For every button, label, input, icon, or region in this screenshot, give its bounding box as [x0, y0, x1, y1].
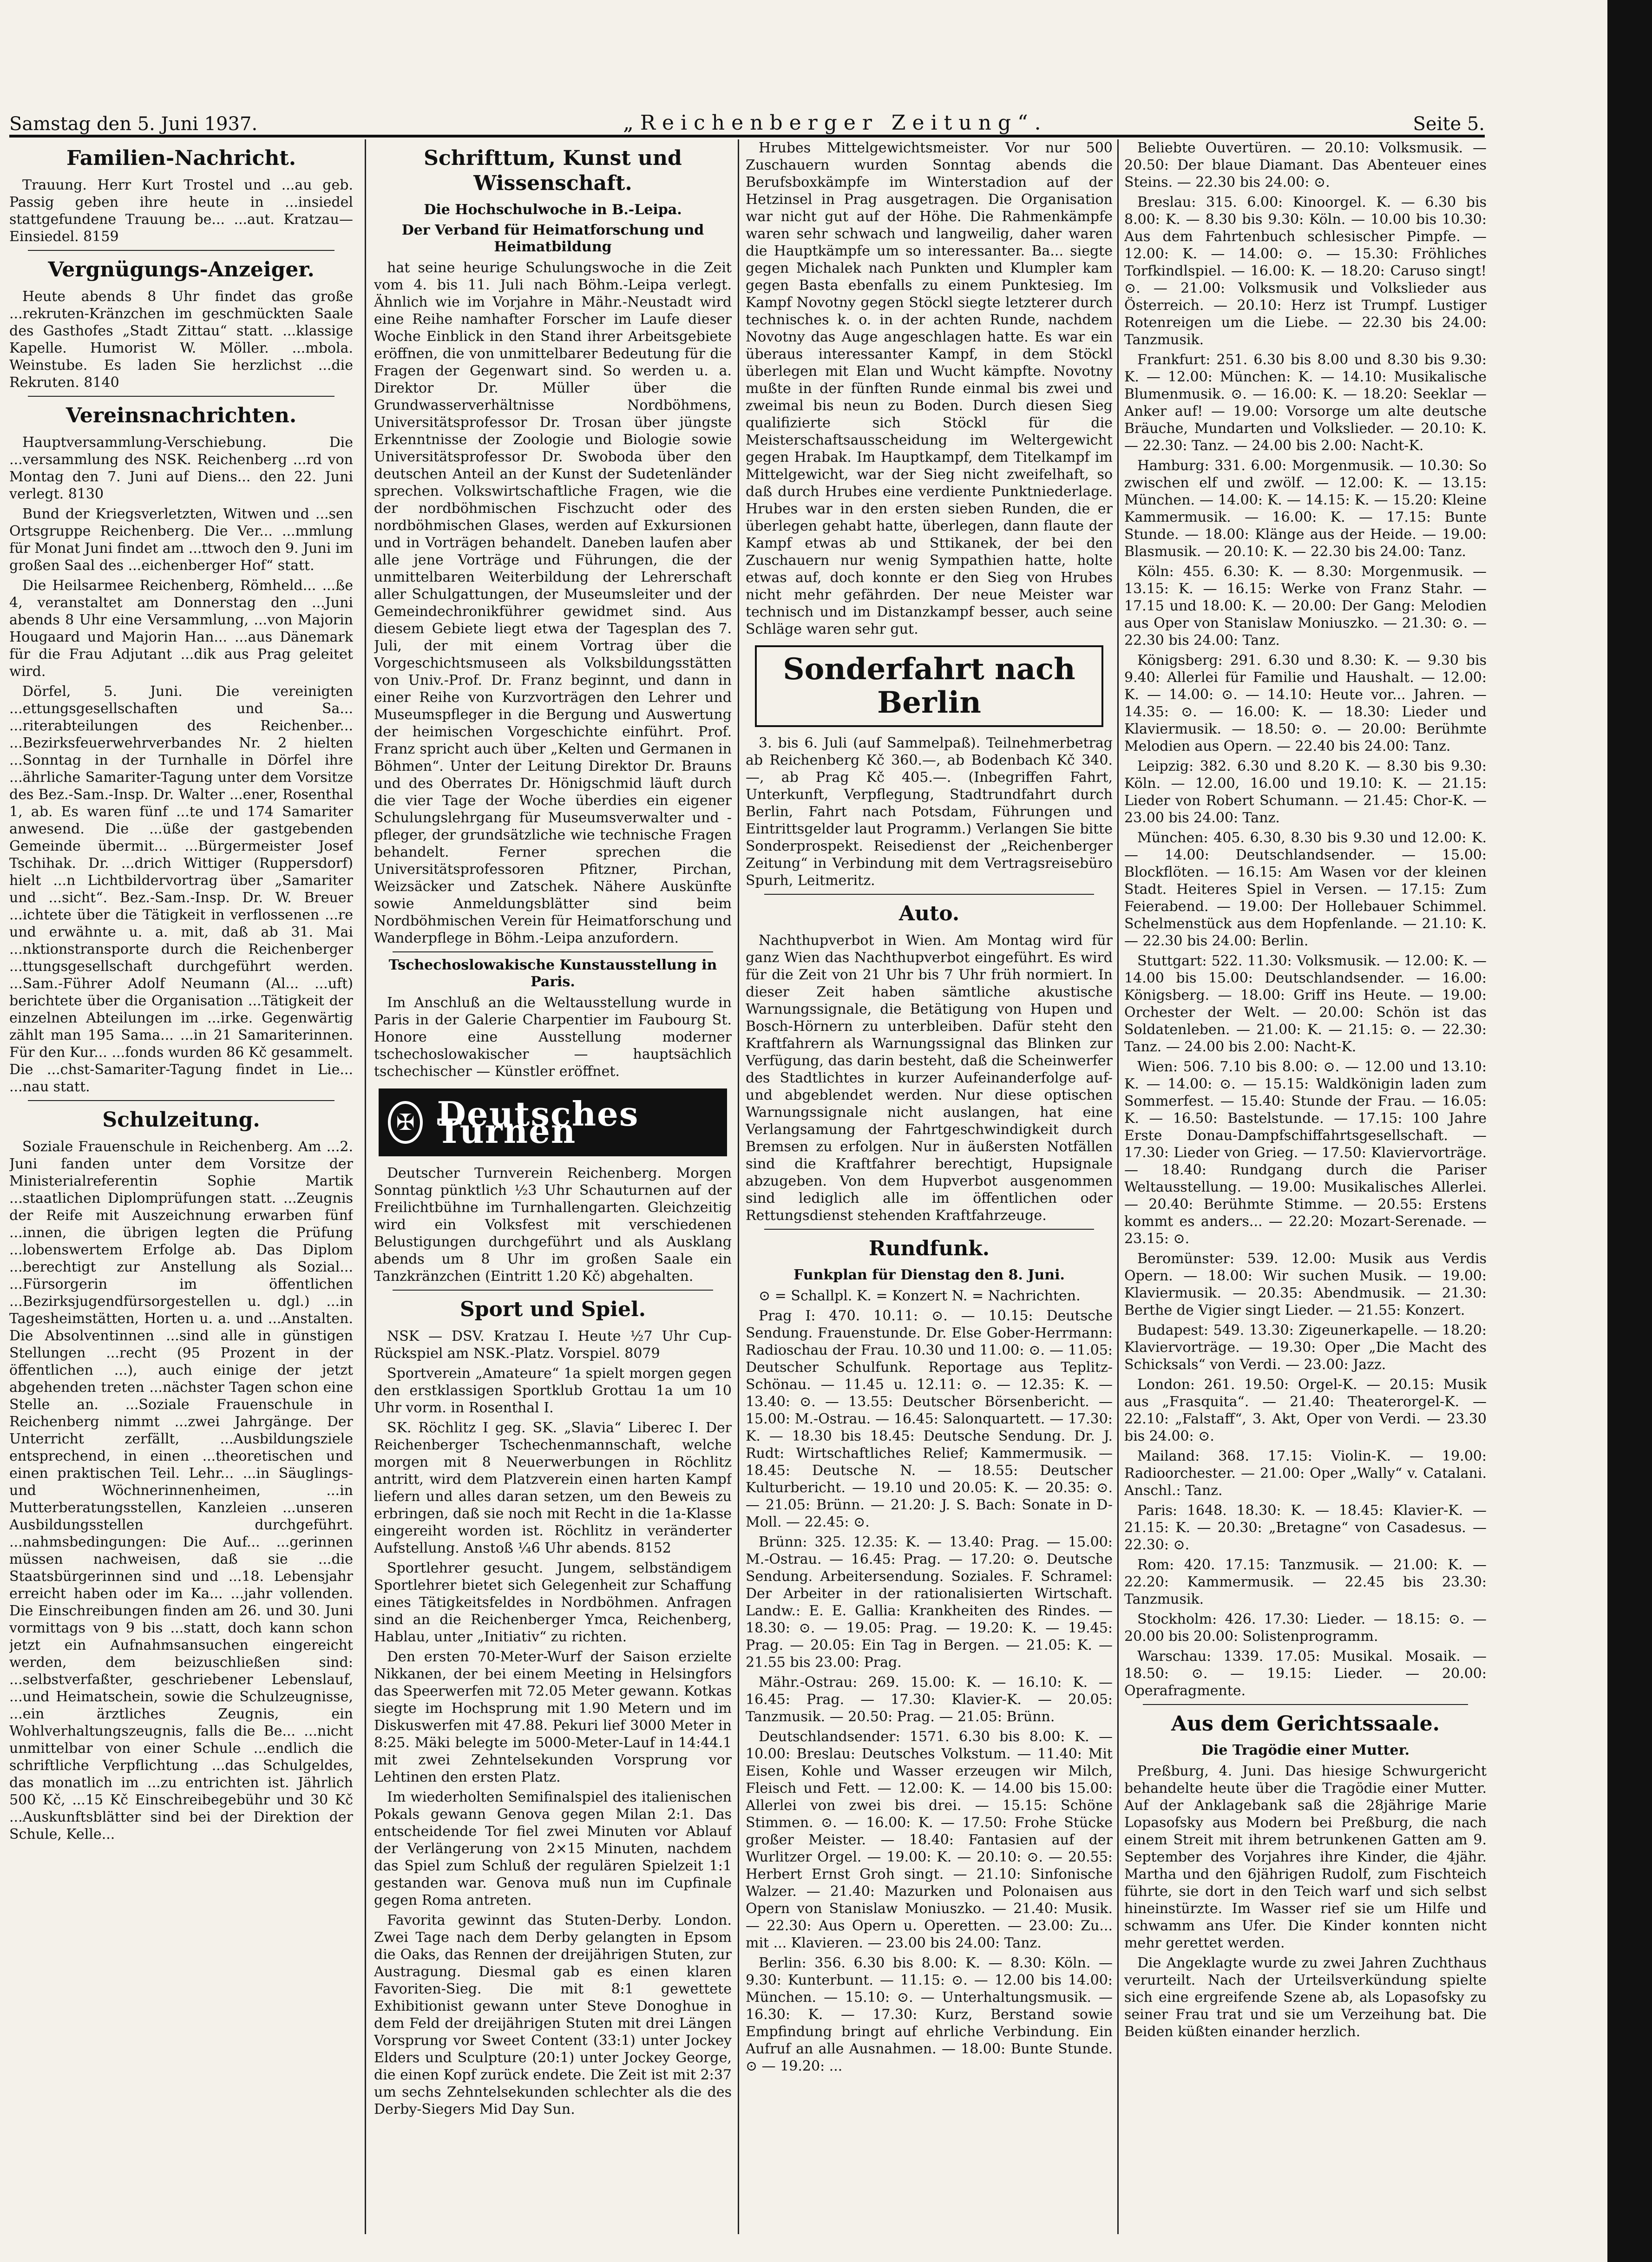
radio-listing: Wien: 506. 7.10 bis 8.00: ⊙. — 12.00 und 13.10: K. — 14.00: ⊙. — 15.15: Waldkönigin laden zum Sommerfest. — 15.40: Stunde der Frau. — 16.05: K. — 16.50: Bastelstunde. — 17.15: 100 Jahre Erste Donau-Dampfschiffahrtsgesellschaft. — 17.30: Lieder von Grieg. — 17.50: Klaviervorträge. — 18.40: Rundgang durch die Pariser Weltausstellung. — 19.00: Musikalisches Allerlei. — 20.40: Berühmte Stimme. — 20.55: Erstens kommt es anders... — 22.20: Mozart-Serenade. — 23.15: ⊙. — [1124, 1059, 1487, 1247]
section-heading: Schrifttum, Kunst und Wissenschaft. — [424, 146, 682, 195]
radio-listing: Mailand: 368. 17.15: Violin-K. — 19.00: Radioorchester. — 21.00: Oper „Wally“ v. Catalani. Anschl.: Tanz. — [1124, 1448, 1487, 1499]
separator — [28, 396, 334, 397]
article-heading: Funkplan für Dienstag den 8. Juni. — [793, 1267, 1065, 1283]
separator — [393, 951, 713, 952]
article-text: SK. Röchlitz I geg. SK. „Slavia“ Liberec I. Der Reichenberger Tschechenmannschaft, welche morgen mit 8 Neuerwerbungen in Röchlitz antritt, wird dem Platzverein einen harten Kampf liefern und alles daran setzen, um den Beweis zu erbringen, daß sie noch mit Recht in die 1a-Klasse eingereiht worden ist. Röchlitz in veränderter Aufstellung. Anstoß ¼6 Uhr abends. 8152 — [374, 1420, 732, 1556]
column-2 — [374, 139, 732, 2234]
column-4 — [1124, 139, 1487, 2234]
turner-cross-icon: ✠ — [388, 1101, 423, 1144]
article-text: Dörfel, 5. Juni. Die vereinigten ...ettungsgesellschaften und Sa... ...riterabteilungen des Reichenber... ...Bezirksfeuerwehrverbandes Nr. 2 hielten ...Sonntag in der Turnhalle in Dörfel ihre ...ährliche Samariter-Tagung unter dem Vorsitze des Bez.-Sam.-Insp. Dr. Walter ...ener, Rosenthal 1, ab. Es waren fünf ...te und 174 Samariter anwesend. Die ...üße der gastgebenden Gemeinde übermit... ...Bürgermeister Josef Tschihak. Dr. ...drich Wittiger (Ruppersdorf) hielt ...n Lichtbildervortrag über „Samariter und ...sicht“. Bez.-Sam.-Insp. Dr. W. Breuer ...ichtete über die Tätigkeit in verflossenen ...re und erwähnte u. a. mit, daß ab 31. Mai ...nktionstransporte durch die Reichenberger ...ttungsgesellschaft durchgeführt werden. ...Sam.-Führer Adolf Neumann (Al... ...uft) berichtete über die Organisation ...Tätigkeit der einzelnen Abteilungen im ...irke. Gegenwärtig zählt man 195 Sama... ...in 21 Samariterinnen. Für den Kur... ...fonds wurden 86 Kč gesammelt. Die ...chst-Samariter-Tagung findet in Lie... ...nau statt. — [9, 683, 353, 1095]
article-subheading: Der Verband für Heimatforschung und Heimatbildung — [401, 222, 704, 255]
radio-listing: Rom: 420. 17.15: Tanzmusik. — 21.00: K. — 22.20: Kammermusik. — 22.45 bis 23.30: Tanzmusik. — [1124, 1557, 1487, 1607]
article-heading: Die Tragödie einer Mutter. — [1201, 1742, 1410, 1758]
radio-listing: Berlin: 356. 6.30 bis 8.00: K. — 8.30: Köln. — 9.30: Kunterbunt. — 11.15: ⊙. — 12.00 bis 14.00: München. — 15.10: ⊙. — Unterhaltungsmusik. — 16.30: K. — 17.30: Kurz, Berstand sowie Empfindung bringt auf ehrliche Verbindung. Ein Aufruf an alle Ausnahmen. — 18.00: Bunte Stunde. ⊙ — 19.20: ... — [746, 1955, 1113, 2074]
radio-listing: Köln: 455. 6.30: K. — 8.30: Morgenmusik. — 13.15: K. — 16.15: Werke von Franz Stahr. — 17.15 und 18.00: K. — 20.00: Der Gang: Melodien aus Oper von Stanislaw Moniuszko. — 21.30: ⊙. — 22.30 bis 24.00: Tanz. — [1124, 564, 1487, 649]
article-text: Trauung. Herr Kurt Trostel und ...au geb. Passig geben ihre heute in ...insiedel stattgefundene Trauung be... ...aut. Kratzau—Einsiedel. 8159 — [9, 177, 353, 245]
article-text: Preßburg, 4. Juni. Das hiesige Schwurgericht behandelte heute über die Tragödie einer Mutter. Auf der Anklagebank saß die 28jährige Marie Lopasofsky aus Modern bei Preßburg, die nach einem Streit mit ihrem betrunkenen Gatten am 9. September des Vorjahres ihre Kinder, die 4jähr. Martha und den 6jährigen Rudolf, zum Fischteich führte, sie dort in den Teich warf und sich selbst hineinstürzte. Im Wasser rief sie um Hilfe und schwamm ans Ufer. Die Kinder konnten nicht mehr gerettet werden. — [1124, 1763, 1487, 1951]
article-text: Deutscher Turnverein Reichenberg. Morgen Sonntag pünktlich ½3 Uhr Schauturnen auf der Freilichtbühne im Turnhallengarten. Gleichzeitig wird ein Volksfest mit verschiedenen Belustigungen durchgeführt und als Ausklang abends um 8 Uhr im großen Saale ein Tanzkränzchen (Eintritt 1.20 Kč) abgehalten. — [374, 1165, 732, 1285]
separator — [764, 894, 1094, 895]
column-divider — [738, 139, 739, 2234]
article-text: Bund der Kriegsverletzten, Witwen und ...sen Ortsgruppe Reichenberg. Die Ver... ...mmlung für Monat Juni findet am ...ttwoch den 9. Juni im großen Saal des ...eichenberger Hof“ statt. — [9, 506, 353, 574]
radio-listing: Breslau: 315. 6.00: Kinoorgel. K. — 6.30 bis 8.00: K. — 8.30 bis 9.30: Köln. — 10.00 bis 10.30: Aus dem Fahrtenbuch schlesischer Pimpfe. — 12.00: K. — 14.00: ⊙. — 15.30: Fröhliches Torfkindlspiel. — 16.00: K. — 18.20: Caruso singt! ⊙. — 21.00: Volksmusik und Volkslieder aus Österreich. — 20.10: Herz ist Trumpf. Lustiger Rotenreigen um die Liebe. — 22.30 bis 24.00: Tanzmusik. — [1124, 194, 1487, 348]
radio-listing: London: 261. 19.50: Orgel-K. — 20.15: Musik aus „Frasquita“. — 21.40: Theaterorgel-K. — 22.10: „Falstaff“, 3. Akt, Oper von Verdi. — 23.30 bis 24.00: ⊙. — [1124, 1377, 1487, 1444]
page-number: Seite 5. — [1413, 113, 1485, 135]
berlin-ad-banner: Sonderfahrt nach Berlin — [755, 645, 1103, 727]
article-text: Favorita gewinnt das Stuten-Derby. London. Zwei Tage nach dem Derby gelangten in Epsom die Oaks, das Rennen der dreijährigen Stuten, zur Austragung. Diesmal gab es einen klaren Favoriten-Sieg. Die mit 8:1 gewettete Exhibitionist gewann unter Steve Donoghue in dem Feld der dreijährigen Stuten mit drei Längen Vorsprung vor Sweet Content (33:1) unter Jockey Elders und Sculpture (20:1) unter Jockey George, die einen Kopf zurück endete. Die Zeit ist mit 2:37 um sechs Zehntelsekunden schlechter als die des Derby-Siegers Mid Day Sun. — [374, 1912, 732, 2118]
radio-listing: München: 405. 6.30, 8.30 bis 9.30 und 12.00: K. — 14.00: Deutschlandsender. — 15.00: Blockflöten. — 16.15: Am Wasen vor der kleinen Stadt. Heiteres Spiel in Versen. — 17.15: Zum Feierabend. — 19.00: Der Hollebauer Schimmel. Schelmenstück aus dem Hopfenlande. — 21.10: K. — 22.30 bis 24.00: Berlin. — [1124, 830, 1487, 949]
column-3 — [746, 139, 1113, 2234]
column-divider — [365, 139, 366, 2234]
radio-listing: Prag I: 470. 10.11: ⊙. — 10.15: Deutsche Sendung. Frauenstunde. Dr. Else Gober-Herrmann: Radioschau der Frau. 10.30 und 11.00: ⊙. — 11.05: Deutscher Schulfunk. Reportage aus Teplitz-Schönau. — 11.45 u. 12.11: ⊙. — 12.35: K. — 13.40: ⊙. — 13.55: Deutscher Börsenbericht. — 15.00: M.-Ostrau. — 16.45: Salonquartett. — 17.30: K. — 18.30 bis 18.45: Deutsche Sendung. Dr. J. Rudt: Wirtschaftliches Relief; Kammermusik. — 18.45: Deutsche N. — 18.55: Deutscher Kulturbericht. — 19.10 und 20.05: K. — 20.35: ⊙. — 21.05: Brünn. — 21.20: J. S. Bach: Sonate in D-Moll. — 22.45: ⊙. — [746, 1308, 1113, 1530]
radio-listing: Königsberg: 291. 6.30 und 8.30: K. — 9.30 bis 9.40: Allerlei für Familie und Haushalt. — 12.00: K. — 14.00: ⊙. — 14.10: Heute vor... Jahren. — 14.35: ⊙. — 16.00: K. — 18.30: Lieder und Klaviermusik. — 18.50: ⊙. — 20.00: Berühmte Melodien aus Opern. — 22.40 bis 24.00: Tanz. — [1124, 652, 1487, 754]
article-text: Sportlehrer gesucht. Jungem, selbständigem Sportlehrer bietet sich Gelegenheit zur Schaffung eines Tätigkeitsfeldes in Nordböhmen. Anfragen sind an die Reichenberger Ymca, Reichenberg, Hablau, unter „Initiativ“ zu richten. — [374, 1560, 732, 1645]
page-header — [9, 93, 1485, 135]
separator — [28, 250, 334, 251]
scan-margin — [1607, 0, 1652, 2262]
article-text: Soziale Frauenschule in Reichenberg. Am ...2. Juni fanden unter dem Vorsitze der Ministerialreferentin Sophie Martik ...staatlichen Diplomprüfungen statt. ...Zeugnis der Reife mit Auszeichnung erwarben fünf ...innen, die übrigen legten die Prüfung ...lobenswertem Erfolge ab. Das Diplom ...berechtigt zur Anstellung als Sozial... ...Fürsorgerin im öffentlichen ...Bezirksjugendfürsorgestellen u. dgl.) ...in Tagesheimstätten, Horten u. a. und ...Anstalten. Die Absolventinnen ...sind alle in günstigen Stellungen ...recht (95 Prozent in der öffentlichen ...), auch einige der jetzt abgehenden treten ...nächster Tagen schon eine Stelle an. ...Soziale Frauenschule in Reichenberg nimmt ...zwei Jahrgänge. Der Unterricht zerfällt, ...Ausbildungsziele entsprechend, in einen ...theoretischen und einen praktischen Teil. Lehr... ...in Säuglings- und Wöchnerinnenheimen, ...in Mutterberatungsstellen, Kanzleien ...unseren Ausbildungsstellen durchgeführt. ...nahmsbedingungen: Die Auf... ...gerinnen müssen nachweisen, daß sie ...die Staatsbürgerinnen sind und ...18. Lebensjahr erreicht haben oder im Ka... ...jahr vollenden. Die Einschreibungen finden am 26. und 30. Juni vormittags von 9 bis ...statt, doch kann schon jetzt ein Aufnahmsansuchen eingereicht werden, dem beizuschließen sind: ...selbstverfaßter, geschriebener Lebenslauf, ...und Heimatschein, sowie die Schulzeugnisse, ...ein ärztliches Zeugnis, ein Wohlverhaltungszeugnis, falls die Be... ...nicht unmittelbar von einer Schule ...endlich die schriftliche Verpflichtung ...das Schulgeldes, das monatlich im ...zu entrichten ist. Jährlich 500 Kč, ...15 Kč Einschreibegebühr und 30 Kč ...Auskunftsblätter sind bei der Direktion der Schule, Kelle... — [9, 1139, 353, 1842]
header-date: Samstag den 5. Juni 1937. — [9, 113, 258, 135]
banner-title: Deutsches Turnen — [437, 1094, 639, 1151]
radio-listing: Paris: 1648. 18.30: K. — 18.45: Klavier-K. — 21.15: K. — 20.30: „Bretagne“ von Casadesus. — 22.30: ⊙. — [1124, 1502, 1487, 1553]
separator — [764, 1229, 1094, 1230]
article-text: Im wiederholten Semifinalspiel des italienischen Pokals gewann Genova gegen Milan 2:1. Das entscheidende Tor fiel zwei Minuten vor Ablauf der Verlängerung von 2×15 Minuten, nachdem das Spiel zum Schluß der regulären Spielzeit 1:1 gestanden war. Genova muß nun im Cupfinale gegen Roma antreten. — [374, 1789, 732, 1908]
article-heading: Tschechoslowakische Kunstausstellung in Paris. — [388, 957, 717, 990]
separator — [393, 1290, 713, 1291]
radio-listing: Brünn: 325. 12.35: K. — 13.40: Prag. — 15.00: M.-Ostrau. — 16.45: Prag. — 17.20: ⊙. Deutsche Sendung. Arbeitersendung. Soziales. F. Schramel: Der Arbeiter in der rationalisierten Wirtschaft. Landw.: E. E. Gallia: Krankheiten des Rindes. — 18.30: ⊙. — 19.05: Prag. — 19.20: K. — 19.45: Prag. — 20.05: Ein Tag in Bergen. — 21.05: K. — 21.55 bis 23.00: Prag. — [746, 1534, 1113, 1671]
radio-listing: Beliebte Ouvertüren. — 20.10: Volksmusik. — 20.50: Der blaue Diamant. Das Abenteuer eines Steins. — 22.30 bis 24.00: ⊙. — [1124, 140, 1487, 190]
radio-legend: ⊙ = Schallpl. K. = Konzert N. = Nachrichten. — [759, 1288, 1081, 1304]
radio-listing: Stockholm: 426. 17.30: Lieder. — 18.15: ⊙. — 20.00 bis 20.00: Solistenprogramm. — [1124, 1611, 1487, 1645]
section-heading: Schulzeitung. — [102, 1108, 260, 1132]
radio-listing: Leipzig: 382. 6.30 und 8.20 K. — 8.30 bis 9.30: Köln. — 12.00, 16.00 und 19.10: K. — 21.15: Lieder von Robert Schumann. — 21.45: Chor-K. — 23.00 bis 24.00: Tanz. — [1124, 758, 1487, 826]
radio-listing: Mähr.-Ostrau: 269. 15.00: K. — 16.10: K. — 16.45: Prag. — 17.30: Klavier-K. — 20.05: Tanzmusik. — 20.50: Prag. — 21.05: Brünn. — [746, 1674, 1113, 1725]
article-text: Den ersten 70-Meter-Wurf der Saison erzielte Nikkanen, der bei einem Meeting in Helsingfors das Speerwerfen mit 72.05 Meter gewann. Kotkas siegte im Hochsprung mit 1.90 Metern und im Diskuswerfen mit 47.88. Pekuri lief 3000 Meter in 8:25. Mäki belegte im 5000-Meter-Lauf in 14:44.1 mit zwei Zehntelsekunden Vorsprung vor Lehtinen den ersten Platz. — [374, 1649, 732, 1785]
article-text: NSK — DSV. Kratzau I. Heute ½7 Uhr Cup-Rückspiel am NSK.-Platz. Vorspiel. 8079 — [374, 1328, 732, 1362]
article-text: Nachthupverbot in Wien. Am Montag wird für ganz Wien das Nachthupverbot eingeführt. Es wird für die Zeit von 21 Uhr bis 7 Uhr früh normiert. In dieser Zeit haben sämtliche akustische Warnungssignale, die Betätigung von Hupen und Bosch-Hörnern zu unterbleiben. Dafür steht den Kraftfahrern als Warnungssignal das Blinken zur Verfügung, das darin besteht, daß die Scheinwerfer des Stadtlichtes in kurzer Aufeinanderfolge auf- und abgeblendet werden. Nur diese optischen Warnungssignale nicht auslangen, hat eine Verlangsamung der Fahrtgeschwindigkeit durch Bremsen zu erfolgen. Nur in äußersten Notfällen sind die Kraftfahrer berechtigt, Hupsignale abzugeben. Von dem Hupverbot ausgenommen sind lediglich alle im öffentlichen oder Rettungsdienst stehenden Kraftfahrzeuge. — [746, 932, 1113, 1224]
article-heading: Die Hochschulwoche in B.-Leipa. — [424, 202, 682, 218]
separator — [28, 1100, 334, 1101]
section-heading: Auto. — [898, 902, 960, 925]
article-text: Im Anschluß an die Weltausstellung wurde in Paris in der Galerie Charpentier im Faubourg St. Honore eine Ausstellung moderner tschechoslowakischer — hauptsächlich tschechischer — Künstler eröffnet. — [374, 995, 732, 1080]
section-heading: Vereinsnachrichten. — [66, 404, 297, 427]
section-heading: Rundfunk. — [868, 1237, 990, 1260]
section-heading: Familien-Nachricht. — [66, 146, 296, 170]
article-text: Sportverein „Amateure“ 1a spielt morgen gegen den erstklassigen Sportklub Grottau 1a um 10 Uhr vorm. in Rosenthal I. — [374, 1365, 732, 1416]
radio-listing: Deutschlandsender: 1571. 6.30 bis 8.00: K. — 10.00: Breslau: Deutsches Volkstum. — 11.40: Mit Eisen, Kohle und Wasser erzeugen wir Milch, Fleisch und Fett. — 12.00: K. — 14.00 bis 15.00: Allerlei von zwei bis drei. — 15.15: Schöne Stimmen. ⊙. — 16.00: K. — 17.50: Frohe Stücke großer Meister. — 18.40: Fantasien auf der Wurlitzer Orgel. — 19.00: K. — 20.10: ⊙. — 20.55: Herbert Ernst Groh singt. — 21.10: Sinfonische Walzer. — 21.40: Mazurken und Polonaisen aus Opern von Stanislaw Moniuszko. — 21.40: Musik. — 22.30: Aus Opern u. Operetten. — 23.00: Zu... mit ... Klavieren. — 23.00 bis 24.00: Tanz. — [746, 1729, 1113, 1951]
article-text: Die Heilsarmee Reichenberg, Römheld... ...ße 4, veranstaltet am Donnerstag den ...Juni abends 8 Uhr eine Versammlung, ...von Majorin Hougaard und Majorin Han... ...aus Dänemark für die Frau Adjutant ...dik aus Prag geleitet wird. — [9, 577, 353, 680]
separator — [1143, 1704, 1468, 1705]
article-text: Hauptversammlung-Verschiebung. Die ...versammlung des NSK. Reichenberg ...rd von Montag den 7. Juni auf Diens... den 22. Juni verlegt. 8130 — [9, 434, 353, 502]
article-text: Hrubes Mittelgewichtsmeister. Vor nur 500 Zuschauern wurden Sonntag abends die Berufsboxkämpfe im Winterstadion auf der Hetzinsel in Prag ausgetragen. Die Organisation war nicht gut auf der Höhe. Die Rahmenkämpfe waren sehr schwach und langweilig, daher waren die Hauptkämpfe um so interessanter. Ba... siegte gegen Michalek nach Punkten und Klumpler kam gegen Basta ebenfalls zu einem Punktesieg. Im Kampf Novotny gegen Stöckl siegte letzterer durch technisches k. o. in der achten Runde, nachdem Novotny das Auge angeschlagen hatte. Es war ein überaus interessanter Kampf, in dem Stöckl überlegen mit Elan und Wucht kämpfte. Novotny mußte in der fünften Runde einmal bis zwei und zweimal bis neun zu Boden. Durch diesen Sieg qualifizierte sich Stöckl für die Meisterschaftsausscheidung im Weltergewicht gegen Hrabak. Im Hauptkampf, dem Titelkampf im Mittelgewicht, war der Sieg nicht zweifelhaft, so daß durch Hrubes eine verdiente Punktniederlage. Hrubes war in den ersten sieben Runden, die er überlegen gehabt hatte, überlegen, dann flaute der Kampf etwas ab und Sttikanek, der bei den Zuschauern nur wenig Sympathien hatte, holte etwas auf, doch konnte er den Sieg von Hrubes nicht mehr gefährden. Der neue Meister war technisch und im Distanzkampf besser, auch seine Schläge waren sehr gut. — [746, 140, 1113, 637]
section-heading: Sport und Spiel. — [459, 1298, 646, 1321]
radio-listing: Budapest: 549. 13.30: Zigeunerkapelle. — 18.20: Klaviervorträge. — 19.30: Oper „Die Macht des Schicksals“ von Verdi. — 23.00: Jazz. — [1124, 1322, 1487, 1373]
radio-listing: Stuttgart: 522. 11.30: Volksmusik. — 12.00: K. — 14.00 bis 15.00: Deutschlandsender. — 16.00: Königsberg. — 18.00: Griff ins Heute. — 19.00: Orchester der Welt. — 20.00: Schön ist das Soldatenleben. — 21.00: K. — 21.15: ⊙. — 22.30: Tanz. — 24.00 bis 2.00: Nacht-K. — [1124, 953, 1487, 1055]
article-text: Heute abends 8 Uhr findet das große ...rekruten-Kränzchen im geschmückten Saale des Gasthofes „Stadt Zittau“ statt. ...klassige Kapelle. Humorist W. Möller. ...mbola. Weinstube. Es laden Sie herzlichst ...die Rekruten. 8140 — [9, 288, 353, 391]
radio-listing: Warschau: 1339. 17.05: Musikal. Mosaik. — 18.50: ⊙. — 19.15: Lieder. — 20.00: Operafragmente. — [1124, 1648, 1487, 1699]
radio-listing: Hamburg: 331. 6.00: Morgenmusik. — 10.30: So zwischen elf und zwölf. — 12.00: K. — 13.15: München. — 14.00: K. — 14.15: K. — 15.20: Kleine Kammermusik. — 16.00: K. — 17.15: Bunte Stunde. — 18.00: Klänge aus der Heide. — 19.00: Blasmusik. — 20.10: K. — 22.30 bis 24.00: Tanz. — [1124, 458, 1487, 560]
radio-listing: Beromünster: 539. 12.00: Musik aus Verdis Opern. — 18.00: Wir suchen Musik. — 19.00: Klaviermusik. — 20.35: Abendmusik. — 21.30: Berthe de Vigier singt Lieder. — 21.55: Konzert. — [1124, 1251, 1487, 1318]
section-heading: Aus dem Gerichtssaale. — [1171, 1712, 1440, 1736]
turnen-banner — [379, 1088, 727, 1156]
article-text: Die Angeklagte wurde zu zwei Jahren Zuchthaus verurteilt. Nach der Urteilsverkündung spielte sich eine ergreifende Szene ab, als Lopasofsky zu seiner Frau trat und sie um Verzeihung bat. Die Beiden küßten einander herzlich. — [1124, 1955, 1487, 2040]
ad-text: 3. bis 6. Juli (auf Sammelpaß). Teilnehmerbetrag ab Reichenberg Kč 360.—, ab Bodenbach Kč 340.—, ab Prag Kč 405.—. (Inbegriffen Fahrt, Unterkunft, Verpflegung, Stadtrundfahrt durch Berlin, Fahrt nach Potsdam, Führungen und Eintrittsgelder laut Programm.) Verlangen Sie bitte Sonderprospekt. Reisedienst der „Reichenberger Zeitung“ in Verbindung mit dem Vertragsreisebüro Spurh, Leitmeritz. — [746, 735, 1113, 889]
section-heading: Vergnügungs-Anzeiger. — [48, 258, 315, 282]
article-text: hat seine heurige Schulungswoche in die Zeit vom 4. bis 11. Juli nach Böhm.-Leipa verlegt. Ähnlich wie im Vorjahre in Mähr.-Neustadt wird eine Reihe namhafter Forscher im Laufe dieser Woche Einblick in den Stand ihrer Arbeitsgebiete eröffnen, die von unmittelbarer Bedeutung für die Fragen der Gegenwart sind. So werden u. a. Direktor Dr. Müller über die Grundwasserverhältnisse Nordböhmens, Universitätsprofessor Dr. Trosan über jüngste Erkenntnisse der Zoologie und Biologie sowie Universitätsprofessor Dr. Swoboda über den deutschen Anteil an der Kunst der Sudetenländer sprechen. Volkswirtschaftliche Fragen, wie die der nordböhmischen Fischzucht oder des nordböhmischen Glases, werden auf Exkursionen und in Vorträgen behandelt. Daneben laufen aber alle jene Vorträge und Führungen, die der unmittelbaren Weiterbildung der Lehrerschaft aller Schulgattungen, der Museumsleiter und der Gemeindechronikführer gewidmet sind. Aus diesem Gebiete liegt etwa der Tagesplan des 7. Juli, der mit einem Vortrag über die Vorgeschichtsmuseen als Volksbildungsstätten von Univ.-Prof. Dr. Franz beginnt, und dann in einer Reihe von Kurzvorträgen den Lehrer und Museumspfleger in die Bergung und Auswertung der heimischen Vorgeschichte einführt. Prof. Franz spricht auch über „Kelten und Germanen in Böhmen“. Unter der Leitung Direktor Dr. Brauns und des Oberrates Dr. Hönigschmid läuft durch die vier Tage der Woche überdies ein eigener Schulungslehrgang für Museumsverwalter und -pfleger, der grundsätzliche wie technische Fragen behandelt. Ferner sprechen die Universitätsprofessoren Pfitzner, Pirchan, Weizsäcker und Zatschek. Nähere Auskünfte sowie Anmeldungsblätter sind beim Nordböhmischen Verein für Heimatforschung und Wanderpflege in Böhm.-Leipa anzufordern. — [374, 260, 732, 946]
column-divider — [1117, 139, 1119, 2234]
radio-listing: Frankfurt: 251. 6.30 bis 8.00 und 8.30 bis 9.30: K. — 12.00: München: K. — 14.10: Musikalische Blumenmusik. ⊙. — 16.00: K. — 18.20: Seeklar — Anker auf! — 19.00: Vorsorge um alte deutsche Bräuche, Mundarten und Volkslieder. — 20.10: K. — 22.30: Tanz. — 24.00 bis 2.00: Nacht-K. — [1124, 352, 1487, 454]
newspaper-title: „Reichenberger Zeitung“. — [623, 111, 1048, 135]
column-1 — [9, 139, 353, 2234]
header-rule — [9, 135, 1485, 138]
